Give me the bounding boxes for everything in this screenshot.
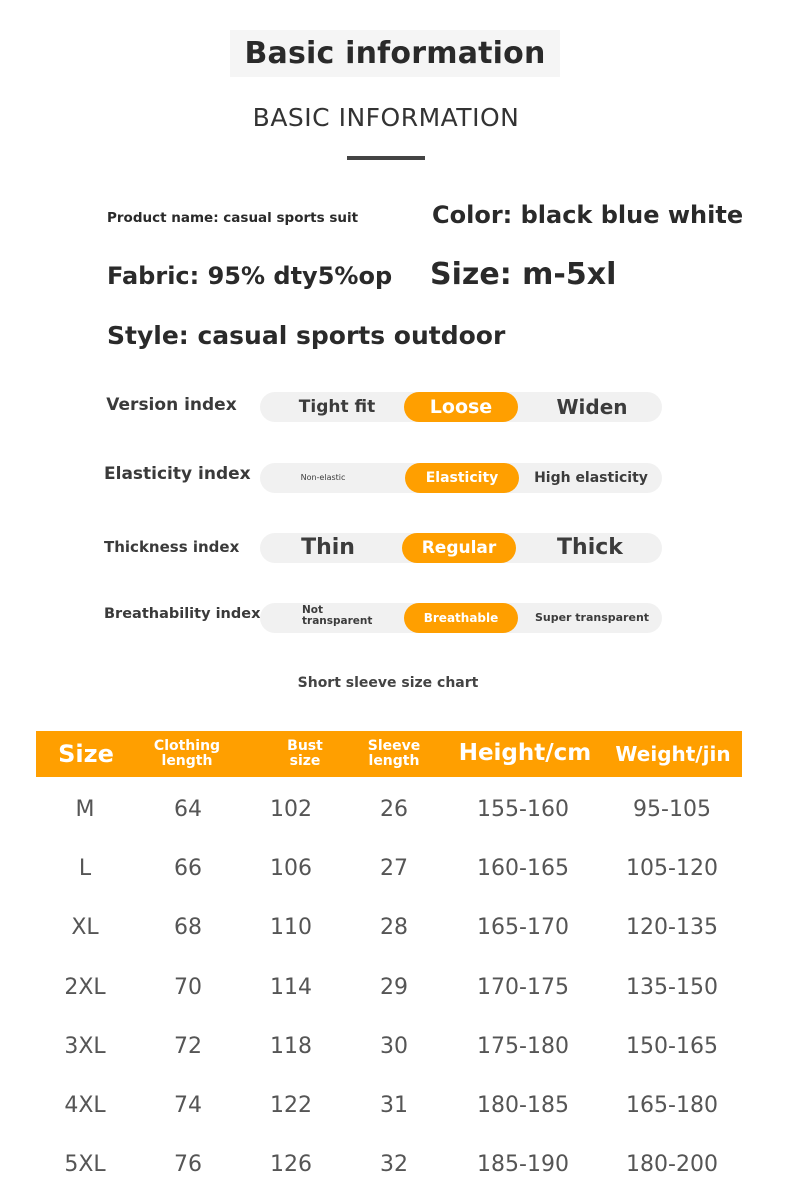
table-cell: 66 xyxy=(174,856,202,881)
table-cell: XL xyxy=(71,915,99,940)
table-cell: 106 xyxy=(270,856,312,881)
thickness-option-thick: Thick xyxy=(557,535,623,560)
title-block xyxy=(0,30,790,77)
thickness-index-scale xyxy=(260,533,662,563)
table-cell: 29 xyxy=(380,975,408,1000)
version-option-widen: Widen xyxy=(556,395,628,419)
table-cell: 114 xyxy=(270,975,312,1000)
size-table-header xyxy=(36,731,742,777)
table-cell: 150-165 xyxy=(626,1034,718,1059)
col-header-sleeve-length: Sleeve length xyxy=(367,737,421,769)
product-fabric: Fabric: 95% dty5%op xyxy=(107,262,393,290)
table-cell: 155-160 xyxy=(477,797,569,822)
table-cell: 175-180 xyxy=(477,1034,569,1059)
elasticity-index-label: Elasticity index xyxy=(104,464,251,484)
breathability-option-super-transparent: Super transparent xyxy=(534,611,650,624)
table-cell: 126 xyxy=(270,1152,312,1177)
table-cell: 68 xyxy=(174,915,202,940)
size-chart-caption: Short sleeve size chart xyxy=(297,675,479,691)
page-title: Basic information xyxy=(230,30,559,77)
table-row xyxy=(0,1027,790,1067)
table-cell: 135-150 xyxy=(626,975,718,1000)
table-cell: 102 xyxy=(270,797,312,822)
table-cell: M xyxy=(75,797,95,822)
table-cell: 105-120 xyxy=(626,856,718,881)
table-cell: 5XL xyxy=(64,1152,106,1177)
table-cell: 2XL xyxy=(64,975,106,1000)
version-index-scale xyxy=(260,392,662,422)
table-cell: 27 xyxy=(380,856,408,881)
col-header-clothing-length: Clothing length xyxy=(153,737,221,769)
elasticity-option-elasticity: Elasticity xyxy=(405,463,519,493)
table-cell: 165-180 xyxy=(626,1093,718,1118)
table-cell: 120-135 xyxy=(626,915,718,940)
table-cell: 185-190 xyxy=(477,1152,569,1177)
table-cell: L xyxy=(78,856,92,881)
table-cell: 95-105 xyxy=(633,797,711,822)
version-option-loose: Loose xyxy=(404,392,518,422)
thickness-index-label: Thickness index xyxy=(104,538,240,556)
table-cell: 74 xyxy=(174,1093,202,1118)
table-row xyxy=(0,1145,790,1185)
elasticity-option-high-elasticity: High elasticity xyxy=(534,470,648,486)
table-cell: 28 xyxy=(380,915,408,940)
col-header-weight: Weight/jin xyxy=(615,742,731,766)
table-cell: 4XL xyxy=(64,1093,106,1118)
table-cell: 118 xyxy=(270,1034,312,1059)
breathability-option-not-transparent: Not transparent xyxy=(302,604,373,628)
product-color: Color: black blue white xyxy=(432,201,744,229)
table-cell: 31 xyxy=(380,1093,408,1118)
table-cell: 122 xyxy=(270,1093,312,1118)
table-row xyxy=(0,968,790,1008)
product-name: Product name: casual sports suit xyxy=(107,210,359,226)
table-cell: 70 xyxy=(174,975,202,1000)
elasticity-option-non-elastic: Non-elastic xyxy=(300,473,346,482)
table-cell: 160-165 xyxy=(477,856,569,881)
version-option-tight-fit: Tight fit xyxy=(298,397,376,417)
table-cell: 180-185 xyxy=(477,1093,569,1118)
table-row xyxy=(0,908,790,948)
breathability-option-breathable: Breathable xyxy=(404,603,518,633)
thickness-option-regular: Regular xyxy=(402,533,516,563)
breathability-index-label: Breathability index xyxy=(104,606,261,622)
table-cell: 165-170 xyxy=(477,915,569,940)
thickness-option-thin: Thin xyxy=(301,535,355,560)
table-cell: 180-200 xyxy=(626,1152,718,1177)
table-cell: 26 xyxy=(380,797,408,822)
table-cell: 110 xyxy=(270,915,312,940)
table-cell: 30 xyxy=(380,1034,408,1059)
table-row xyxy=(0,1086,790,1126)
table-row xyxy=(0,790,790,830)
col-header-size: Size xyxy=(58,739,114,768)
table-row xyxy=(0,849,790,889)
col-header-height: Height/cm xyxy=(458,740,592,767)
product-style: Style: casual sports outdoor xyxy=(107,321,506,350)
table-cell: 76 xyxy=(174,1152,202,1177)
table-cell: 32 xyxy=(380,1152,408,1177)
version-index-label: Version index xyxy=(106,395,237,415)
breathability-index-scale xyxy=(260,603,662,633)
table-cell: 170-175 xyxy=(477,975,569,1000)
elasticity-index-scale xyxy=(260,463,662,493)
page-subtitle: BASIC INFORMATION xyxy=(252,103,520,132)
col-header-bust-size: Bust size xyxy=(287,737,323,769)
product-size: Size: m-5xl xyxy=(430,257,617,292)
title-divider xyxy=(347,156,425,160)
table-cell: 64 xyxy=(174,797,202,822)
table-cell: 3XL xyxy=(64,1034,106,1059)
table-cell: 72 xyxy=(174,1034,202,1059)
